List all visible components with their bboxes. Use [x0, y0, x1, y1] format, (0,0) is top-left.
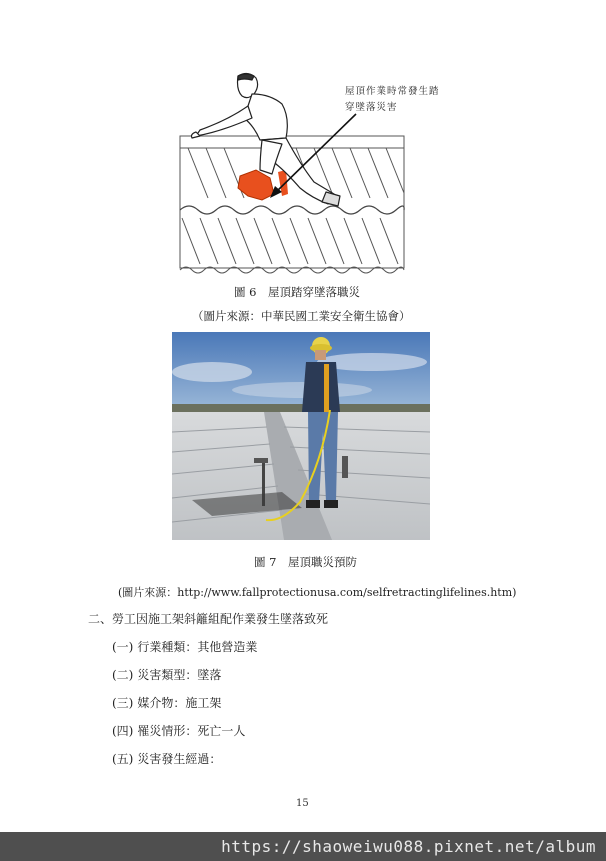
list-item: [112, 694, 221, 711]
item-text: 災害發生經過：: [137, 752, 222, 766]
item-number: (五): [112, 752, 134, 766]
list-item: [112, 722, 245, 739]
item-number: (四): [112, 724, 134, 738]
list-item: [112, 666, 221, 683]
item-number: (二): [112, 668, 134, 682]
figure6-note: 屋頂作業時常發生踏穿墜落災害: [345, 86, 440, 113]
watermark-url: https://shaoweiwu088.pixnet.net/album: [221, 837, 596, 856]
item-text: 行業種類：其他營造業: [137, 640, 258, 654]
page-number: 15: [296, 798, 309, 809]
item-text: 媒介物：施工架: [137, 696, 222, 710]
watermark-bar: [0, 832, 606, 861]
figure6-caption: 圖 6 屋頂踏穿墜落職災: [234, 285, 360, 299]
item-text: 罹災情形：死亡一人: [137, 724, 246, 738]
figure6-source: （圖片來源：中華民國工業安全衛生協會）: [192, 309, 411, 323]
list-item: [112, 638, 257, 655]
section-heading: 二、勞工因施工架斜籬組配作業發生墜落致死: [88, 612, 329, 626]
figure7-caption: 圖 7 屋頂職災預防: [254, 555, 357, 569]
figure7-source: (圖片來源：http://www.fallprotectionusa.com/selfretractinglifelines.htm): [118, 586, 517, 599]
roof-safety-photo: [172, 332, 430, 540]
item-text: 災害類型：墜落: [137, 668, 222, 682]
item-number: (一): [112, 640, 134, 654]
list-item: [112, 750, 221, 767]
item-number: (三): [112, 696, 134, 710]
